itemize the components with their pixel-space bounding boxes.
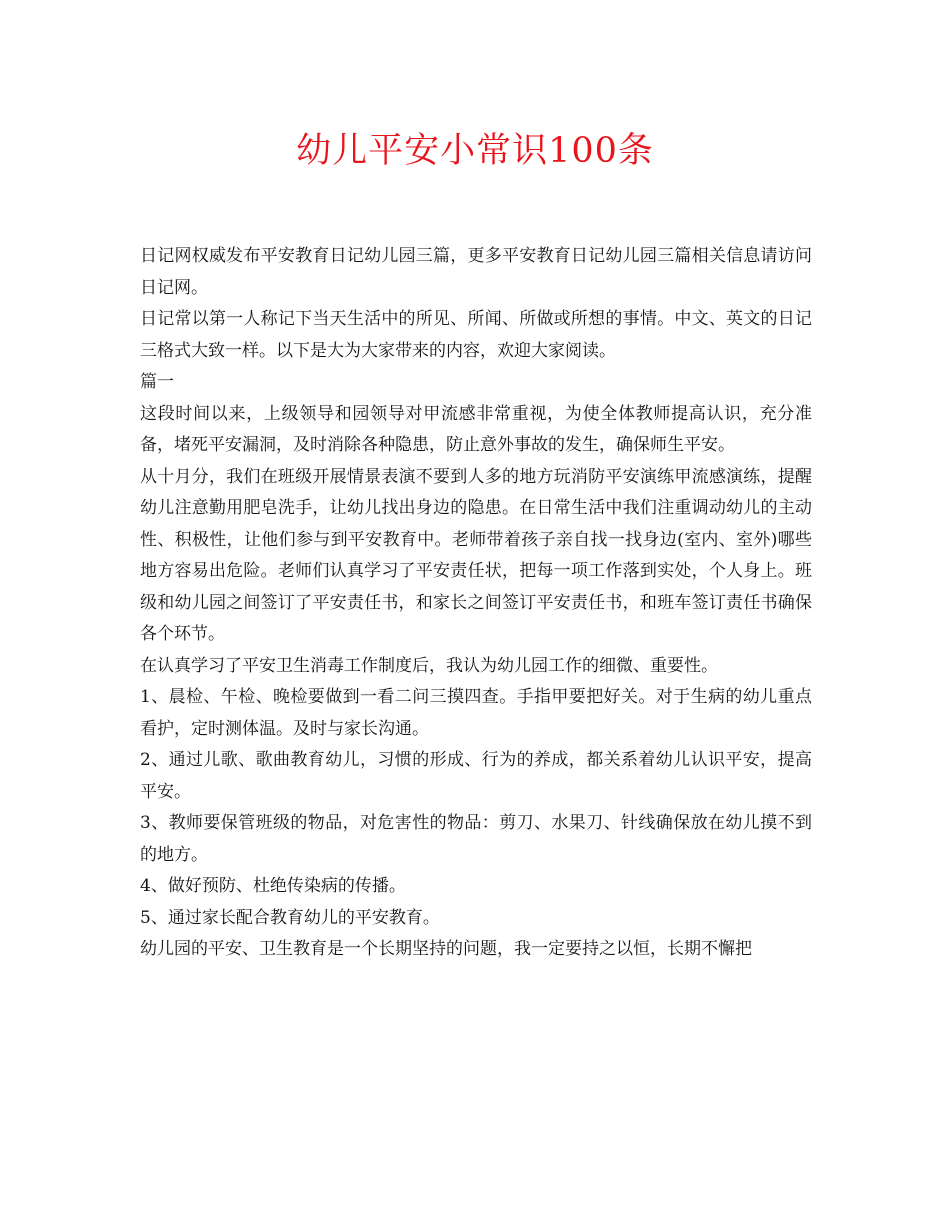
paragraph-hygiene-study: 在认真学习了平安卫生消毒工作制度后，我认为幼儿园工作的细微、重要性。 — [140, 655, 718, 676]
list-item-1: 1、晨检、午检、晚检要做到一看二问三摸四查。手指甲要把好关。对于生病的幼儿重点看护，定时测体温。及时与家长沟通。 — [140, 687, 812, 739]
list-item-2: 2、通过儿歌、歌曲教育幼儿，习惯的形成、行为的养成，都关系着幼儿认识平安，提高平安。 — [140, 750, 812, 802]
document-body — [140, 241, 812, 966]
document-title: 幼儿平安小常识100条 — [296, 131, 654, 171]
paragraph-flu-awareness: 这段时间以来，上级领导和园领导对甲流感非常重视，为使全体教师提高认识，充分准备，堵死平安漏洞，及时消除各种隐患，防止意外事故的发生，确保师生平安。 — [140, 403, 812, 455]
list-item-5: 5、通过家长配合教育幼儿的平安教育。 — [140, 907, 440, 928]
paragraph-intro: 日记网权威发布平安教育日记幼儿园三篇，更多平安教育日记幼儿园三篇相关信息请访问日记网。 — [140, 246, 812, 298]
list-item-3: 3、教师要保管班级的物品，对危害性的物品：剪刀、水果刀、针线确保放在幼儿摸不到的地方。 — [140, 813, 812, 865]
paragraph-conclusion: 幼儿园的平安、卫生教育是一个长期坚持的问题，我一定要持之以恒，长期不懈把 — [140, 939, 752, 959]
section-heading: 篇一 — [140, 372, 174, 392]
paragraph-october-activities: 从十月分，我们在班级开展情景表演不要到人多的地方玩消防平安演练甲流感演练，提醒幼儿注意勤用肥皂洗手，让幼儿找出身边的隐患。在日常生活中我们注重调动幼儿的主动性、积极性，让他们参与到平安教育中。老师带着孩子亲自找一找身边(室内、室外)哪些地方容易出危险。老师们认真学习了平安责任状，把每一项工作落到实处，个人身上。班级和幼儿园之间签订了平安责任书，和家长之间签订平安责任书，和班车签订责任书确保各个环节。 — [140, 466, 812, 644]
paragraph-diary-definition: 日记常以第一人称记下当天生活中的所见、所闻、所做或所想的事情。中文、英文的日记三格式大致一样。以下是大为大家带来的内容，欢迎大家阅读。 — [140, 309, 812, 361]
list-item-4: 4、做好预防、杜绝传染病的传播。 — [140, 876, 406, 896]
